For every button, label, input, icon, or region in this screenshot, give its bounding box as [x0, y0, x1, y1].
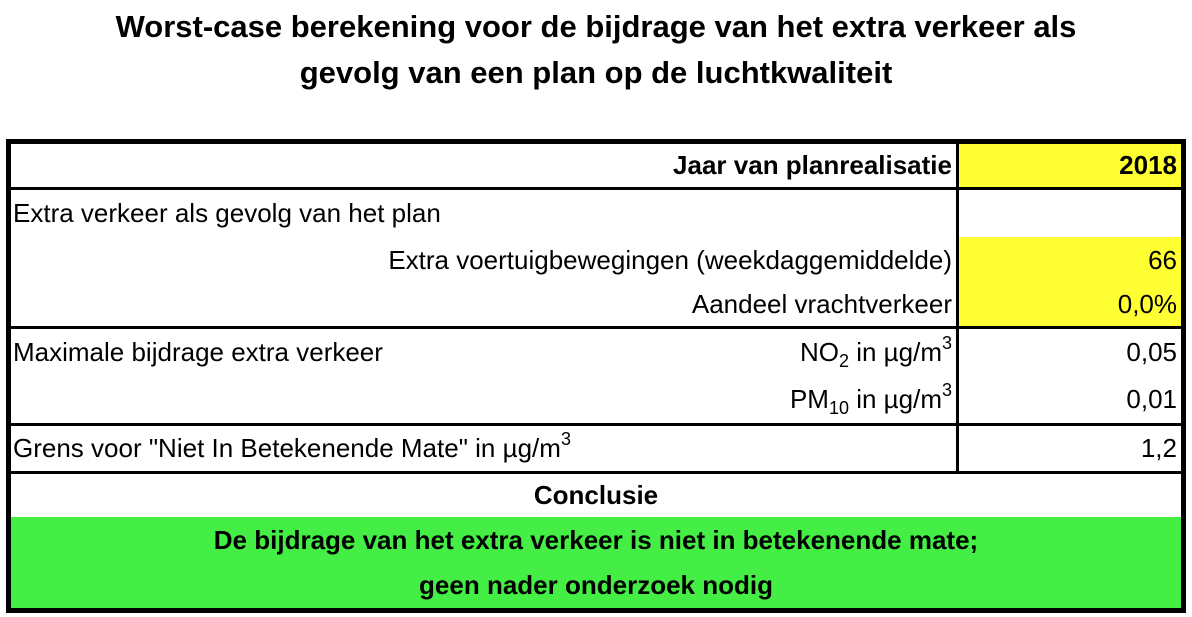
row-divider-2: [11, 326, 1181, 329]
pm10-unit: in µg/m: [848, 383, 942, 414]
max-contribution-label: [11, 329, 611, 375]
truck-share-value: 0,0%: [1117, 289, 1177, 319]
year-label-text: Jaar van planrealisatie: [673, 150, 952, 180]
pm10-value: 0,01: [1126, 383, 1177, 414]
vehicle-movements-value-cell[interactable]: [959, 237, 1181, 283]
truck-share-value-cell[interactable]: [959, 283, 1181, 326]
nibm-label: [11, 426, 956, 471]
nibm-value-cell: [959, 426, 1181, 471]
air-quality-table: [6, 139, 1186, 613]
no2-value-cell: [959, 329, 1181, 375]
pm10-superscript: 3: [941, 379, 952, 400]
extra-traffic-label: [11, 190, 956, 237]
nibm-label-text: [13, 429, 571, 464]
vehicle-movements-value: 66: [1148, 244, 1177, 275]
no2-label: [611, 329, 956, 375]
conclusion-box: [11, 517, 1181, 608]
vehicle-movements-label-text: Extra voertuigbewegingen (weekdaggemiddelde): [388, 244, 952, 275]
max-contribution-label-text: Maximale bijdrage extra verkeer: [13, 336, 383, 367]
nibm-superscript: 3: [560, 429, 571, 449]
conclusion-line-1: De bijdrage van het extra verkeer is niet in betekenende mate;: [213, 524, 979, 555]
pm10-value-cell: [959, 375, 1181, 423]
title-line-2: gevolg van een plan op de luchtkwaliteit: [299, 55, 893, 90]
conclusion-line-2: geen nader onderzoek nodig: [419, 569, 773, 600]
no2-superscript: 3: [941, 332, 952, 353]
truck-share-label-text: Aandeel vrachtverkeer: [691, 289, 952, 319]
conclusion-header: [11, 474, 1181, 517]
pm10-label: [611, 375, 956, 423]
column-divider: [956, 144, 959, 474]
nibm-value: 1,2: [1140, 433, 1177, 463]
row-divider-4: [11, 471, 1181, 474]
no2-label-text: [799, 332, 952, 371]
year-label: [11, 144, 956, 187]
page-title: [0, 4, 1192, 96]
row-divider-3: [11, 423, 1181, 426]
row-divider-1: [11, 187, 1181, 190]
no2-value: 0,05: [1126, 336, 1177, 367]
vehicle-movements-label: [11, 237, 956, 283]
no2-unit: in µg/m: [848, 336, 942, 367]
truck-share-label: [11, 283, 956, 326]
conclusion-header-text: Conclusie: [533, 480, 659, 510]
year-value-cell[interactable]: [959, 144, 1181, 187]
no2-prefix: NO: [799, 336, 839, 367]
extra-traffic-label-text: Extra verkeer als gevolg van het plan: [13, 198, 441, 228]
nibm-label-main: Grens voor "Niet In Betekenende Mate" in µg/m: [13, 433, 561, 463]
pm10-label-text: [789, 379, 952, 418]
year-value: 2018: [1119, 150, 1177, 180]
pm10-subscript: 10: [828, 397, 849, 418]
pm10-prefix: PM: [789, 383, 829, 414]
no2-subscript: 2: [838, 350, 849, 371]
title-line-1: Worst-case berekening voor de bijdrage van het extra verkeer als: [115, 9, 1077, 44]
